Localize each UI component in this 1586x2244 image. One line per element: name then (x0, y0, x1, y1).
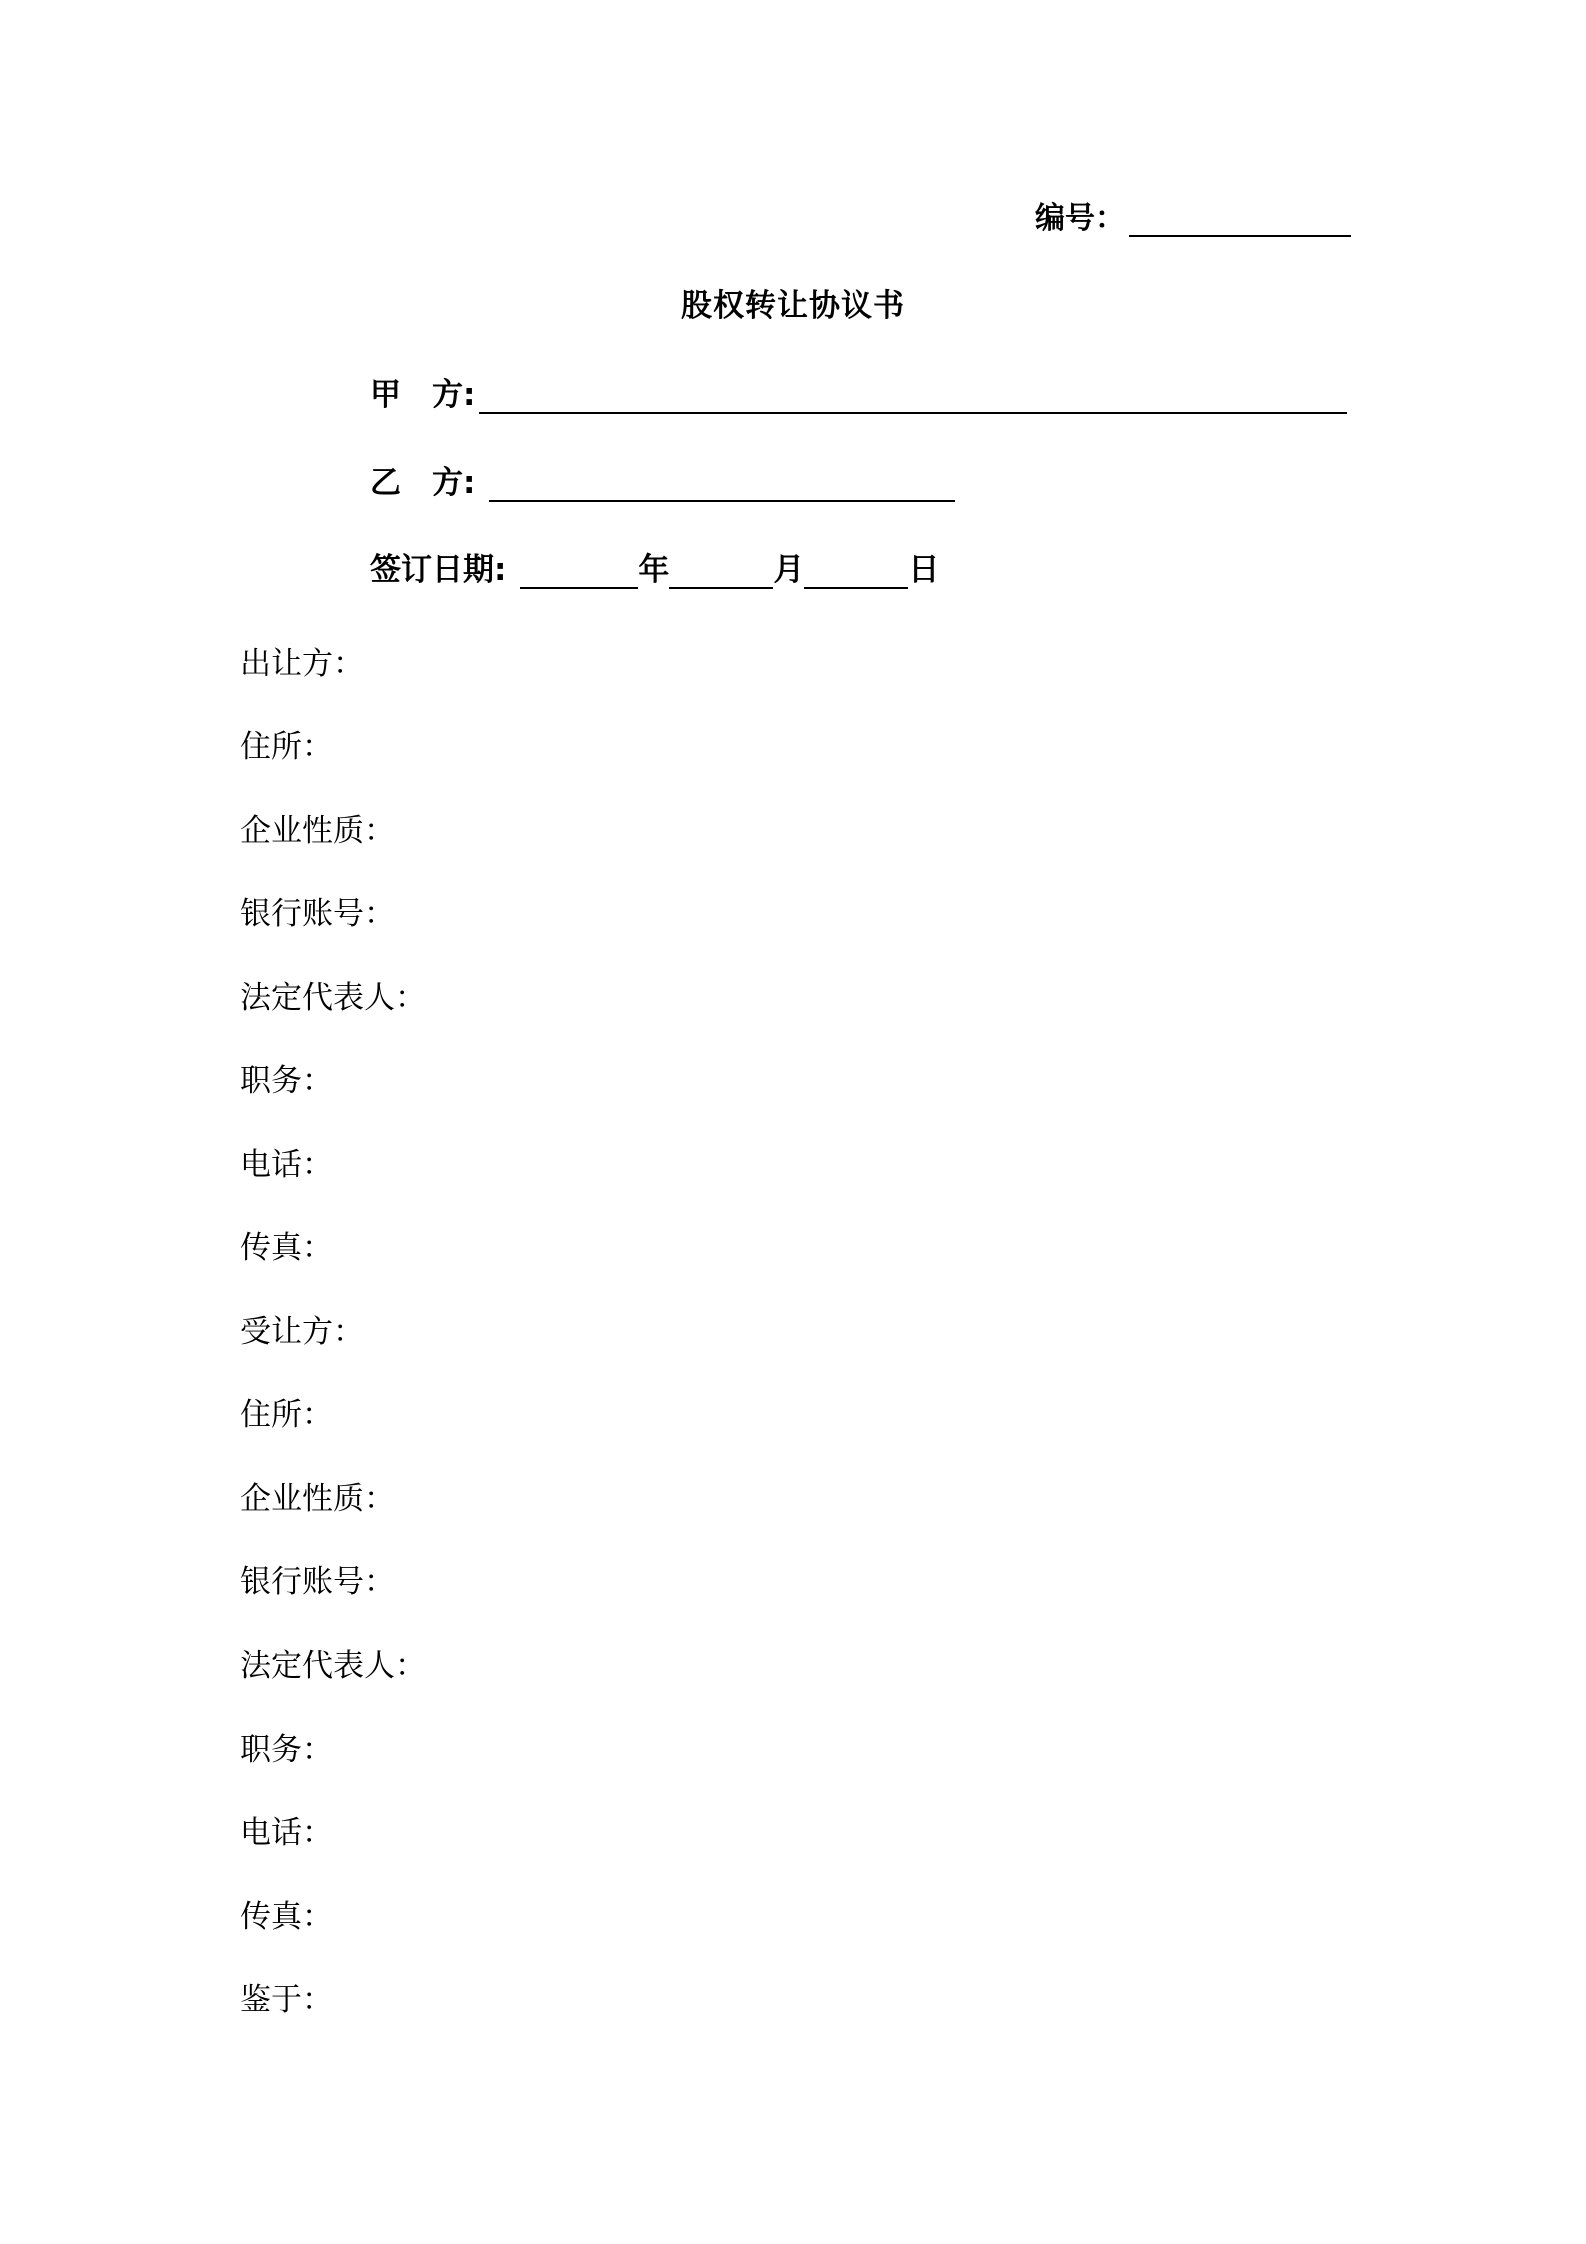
transferor-label: 出让方： (240, 646, 364, 682)
transferee-legal-rep: 法定代表人： (240, 1648, 426, 1684)
transferor-phone: 电话： (240, 1147, 333, 1183)
transferee-label: 受让方： (240, 1314, 364, 1350)
transferee-bank-account: 银行账号： (240, 1564, 395, 1600)
transferee-phone: 电话： (240, 1815, 333, 1851)
sign-date-line (370, 543, 939, 589)
party-b-line (370, 456, 955, 502)
party-a-blank[interactable] (479, 376, 1347, 414)
contract-number (1035, 193, 1351, 237)
whereas-label: 鉴于： (240, 1982, 333, 2018)
transferor-enterprise-type: 企业性质： (240, 813, 395, 849)
transferee-position: 职务： (240, 1732, 333, 1768)
party-b-blank[interactable] (489, 464, 955, 502)
year-label: 年 (638, 552, 670, 588)
party-a-line (370, 368, 1347, 414)
transferor-position: 职务： (240, 1063, 333, 1099)
sign-year-blank[interactable] (520, 551, 638, 589)
contract-number-blank[interactable] (1129, 199, 1351, 237)
month-label: 月 (773, 552, 805, 588)
transferor-fax: 传真： (240, 1230, 333, 1266)
party-a-label: 甲 方: (370, 377, 476, 413)
sign-day-blank[interactable] (804, 551, 908, 589)
transferee-enterprise-type: 企业性质： (240, 1481, 395, 1517)
document-title: 股权转让协议书 (681, 288, 905, 324)
sign-month-blank[interactable] (669, 551, 773, 589)
party-b-label: 乙 方: (370, 465, 476, 501)
sign-date-label: 签订日期: (370, 552, 507, 588)
transferee-address: 住所： (240, 1397, 333, 1433)
transferee-fax: 传真： (240, 1899, 333, 1935)
transferor-address: 住所： (240, 729, 333, 765)
day-label: 日 (908, 552, 940, 588)
contract-number-label: 编号： (1035, 201, 1125, 236)
transferor-legal-rep: 法定代表人： (240, 980, 426, 1016)
transferor-bank-account: 银行账号： (240, 896, 395, 932)
